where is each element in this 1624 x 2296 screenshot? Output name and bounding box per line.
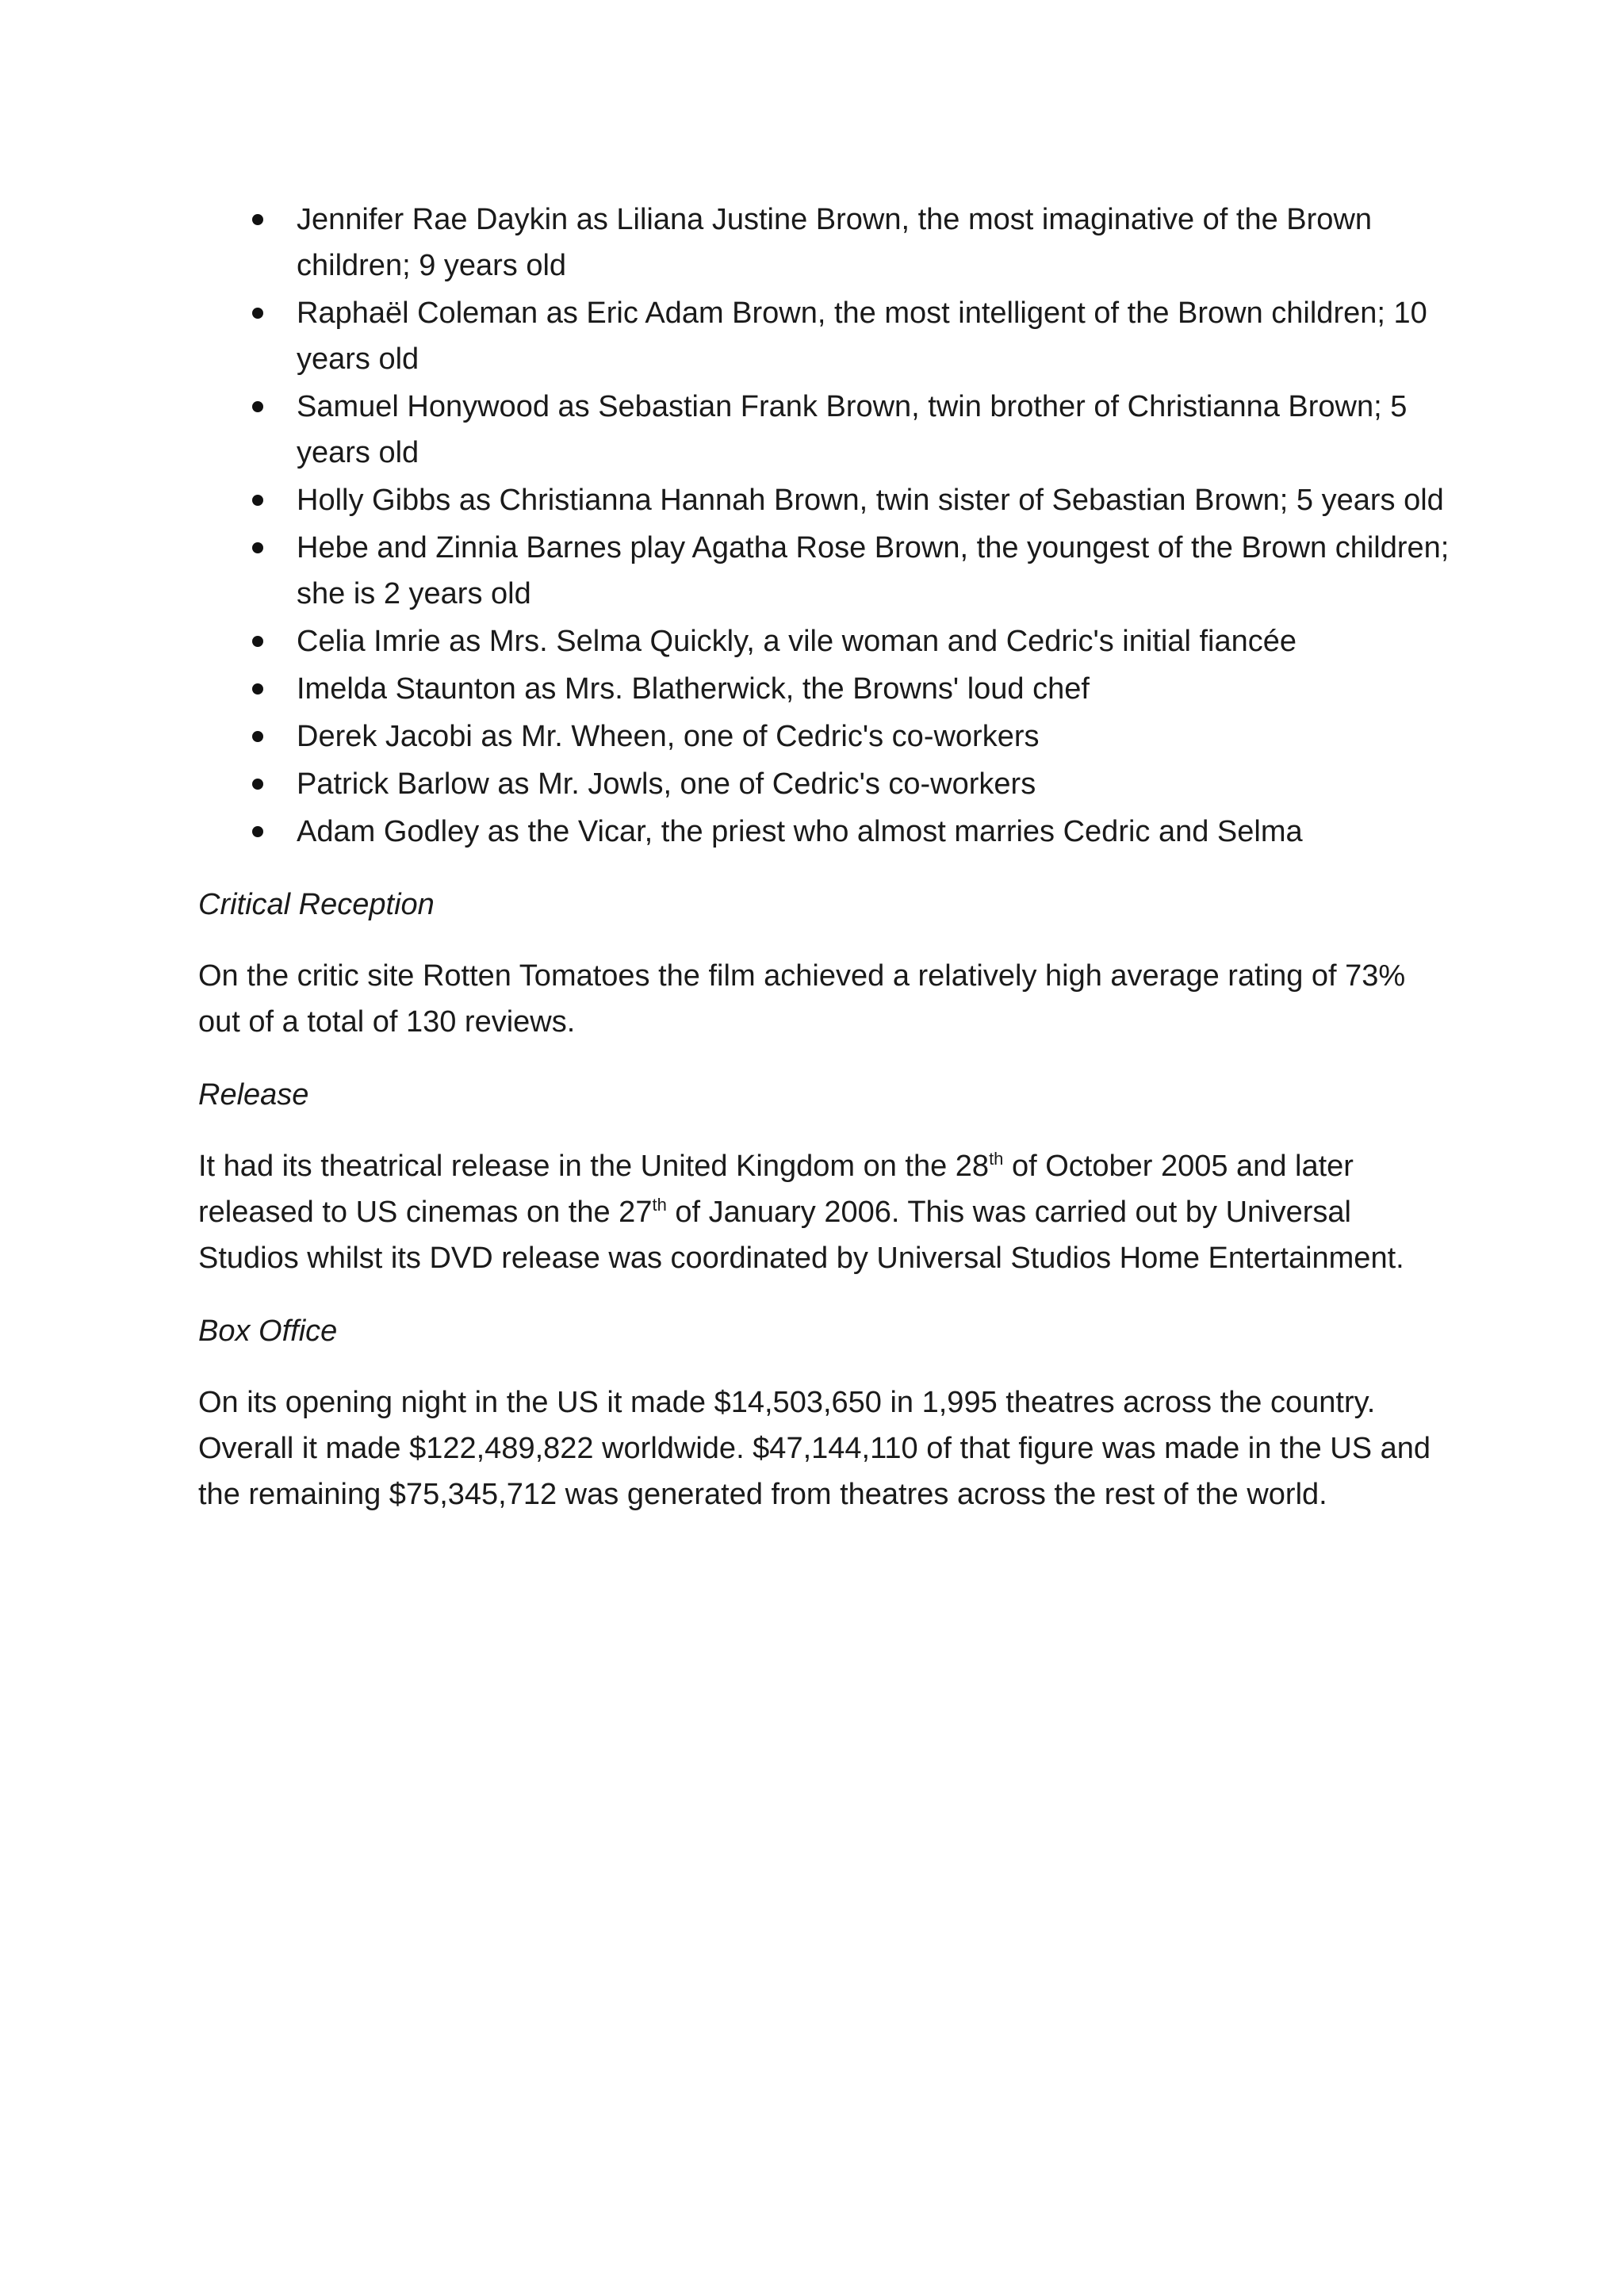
critical-reception-paragraph: On the critic site Rotten Tomatoes the film achieved a relatively high average rating of 73% out of a total of 130 reviews. — [198, 959, 1406, 1039]
cast-list-item — [198, 384, 1451, 476]
cast-list-item — [198, 809, 1451, 855]
cast-list-item — [198, 477, 1451, 523]
cast-list-item — [198, 290, 1451, 382]
cast-list-item — [198, 666, 1451, 712]
cast-list-item — [198, 714, 1451, 760]
cast-entry-text: Patrick Barlow as Mr. Jowls, one of Cedric's co-workers — [297, 767, 1036, 801]
cast-entry-text: Imelda Staunton as Mrs. Blatherwick, the Browns' loud chef — [297, 672, 1090, 706]
cast-list-item — [198, 197, 1451, 289]
bullet-icon — [252, 826, 263, 837]
bullet-icon — [252, 308, 263, 319]
bullet-icon — [252, 495, 263, 506]
release-paragraph — [198, 1143, 1451, 1281]
release-text-part: of January 2006. This was carried out by Universal Studios whilst its DVD release was coordinated by Universal Studios Home Entertainment. — [198, 1196, 1404, 1275]
bullet-icon — [252, 731, 263, 742]
release-heading: Release — [198, 1078, 309, 1112]
cast-entry-text: Jennifer Rae Daykin as Liliana Justine Brown, the most imaginative of the Brown children; 9 years old — [297, 203, 1373, 282]
cast-entry-text: Holly Gibbs as Christianna Hannah Brown, twin sister of Sebastian Brown; 5 years old — [297, 484, 1444, 517]
critical-reception-heading: Critical Reception — [198, 888, 435, 921]
box-office-heading: Box Office — [198, 1314, 338, 1348]
bullet-icon — [252, 214, 263, 225]
bullet-icon — [252, 542, 263, 553]
box-office-paragraph: On its opening night in the US it made $14,503,650 in 1,995 theatres across the country. Overall it made $122,489,822 worldwide. $47,144,110 of that figure was made in the US and the remaining $75,345,712 was generated from theatres across the rest of the world. — [198, 1386, 1431, 1511]
ordinal-suffix: th — [989, 1149, 1004, 1169]
bullet-icon — [252, 779, 263, 790]
document-page — [198, 197, 1451, 1517]
release-text-part: of October 2005 and later released to US cinemas on the 27 — [198, 1150, 1354, 1229]
cast-list — [198, 197, 1451, 855]
cast-entry-text: Celia Imrie as Mrs. Selma Quickly, a vile woman and Cedric's initial fiancée — [297, 625, 1297, 658]
release-text-part: It had its theatrical release in the United Kingdom on the 28 — [198, 1150, 990, 1183]
bullet-icon — [252, 636, 263, 647]
cast-list-item — [198, 525, 1451, 617]
cast-entry-text: Samuel Honywood as Sebastian Frank Brown, twin brother of Christianna Brown; 5 years old — [297, 390, 1408, 469]
bullet-icon — [252, 401, 263, 412]
cast-entry-text: Adam Godley as the Vicar, the priest who almost marries Cedric and Selma — [297, 815, 1303, 848]
cast-entry-text: Derek Jacobi as Mr. Wheen, one of Cedric's co-workers — [297, 720, 1040, 753]
ordinal-suffix: th — [652, 1195, 667, 1215]
bullet-icon — [252, 683, 263, 695]
cast-list-item — [198, 618, 1451, 664]
cast-entry-text: Hebe and Zinnia Barnes play Agatha Rose Brown, the youngest of the Brown children; she is 2 years old — [297, 531, 1450, 610]
cast-list-item — [198, 761, 1451, 807]
cast-entry-text: Raphaël Coleman as Eric Adam Brown, the most intelligent of the Brown children; 10 years old — [297, 297, 1427, 376]
